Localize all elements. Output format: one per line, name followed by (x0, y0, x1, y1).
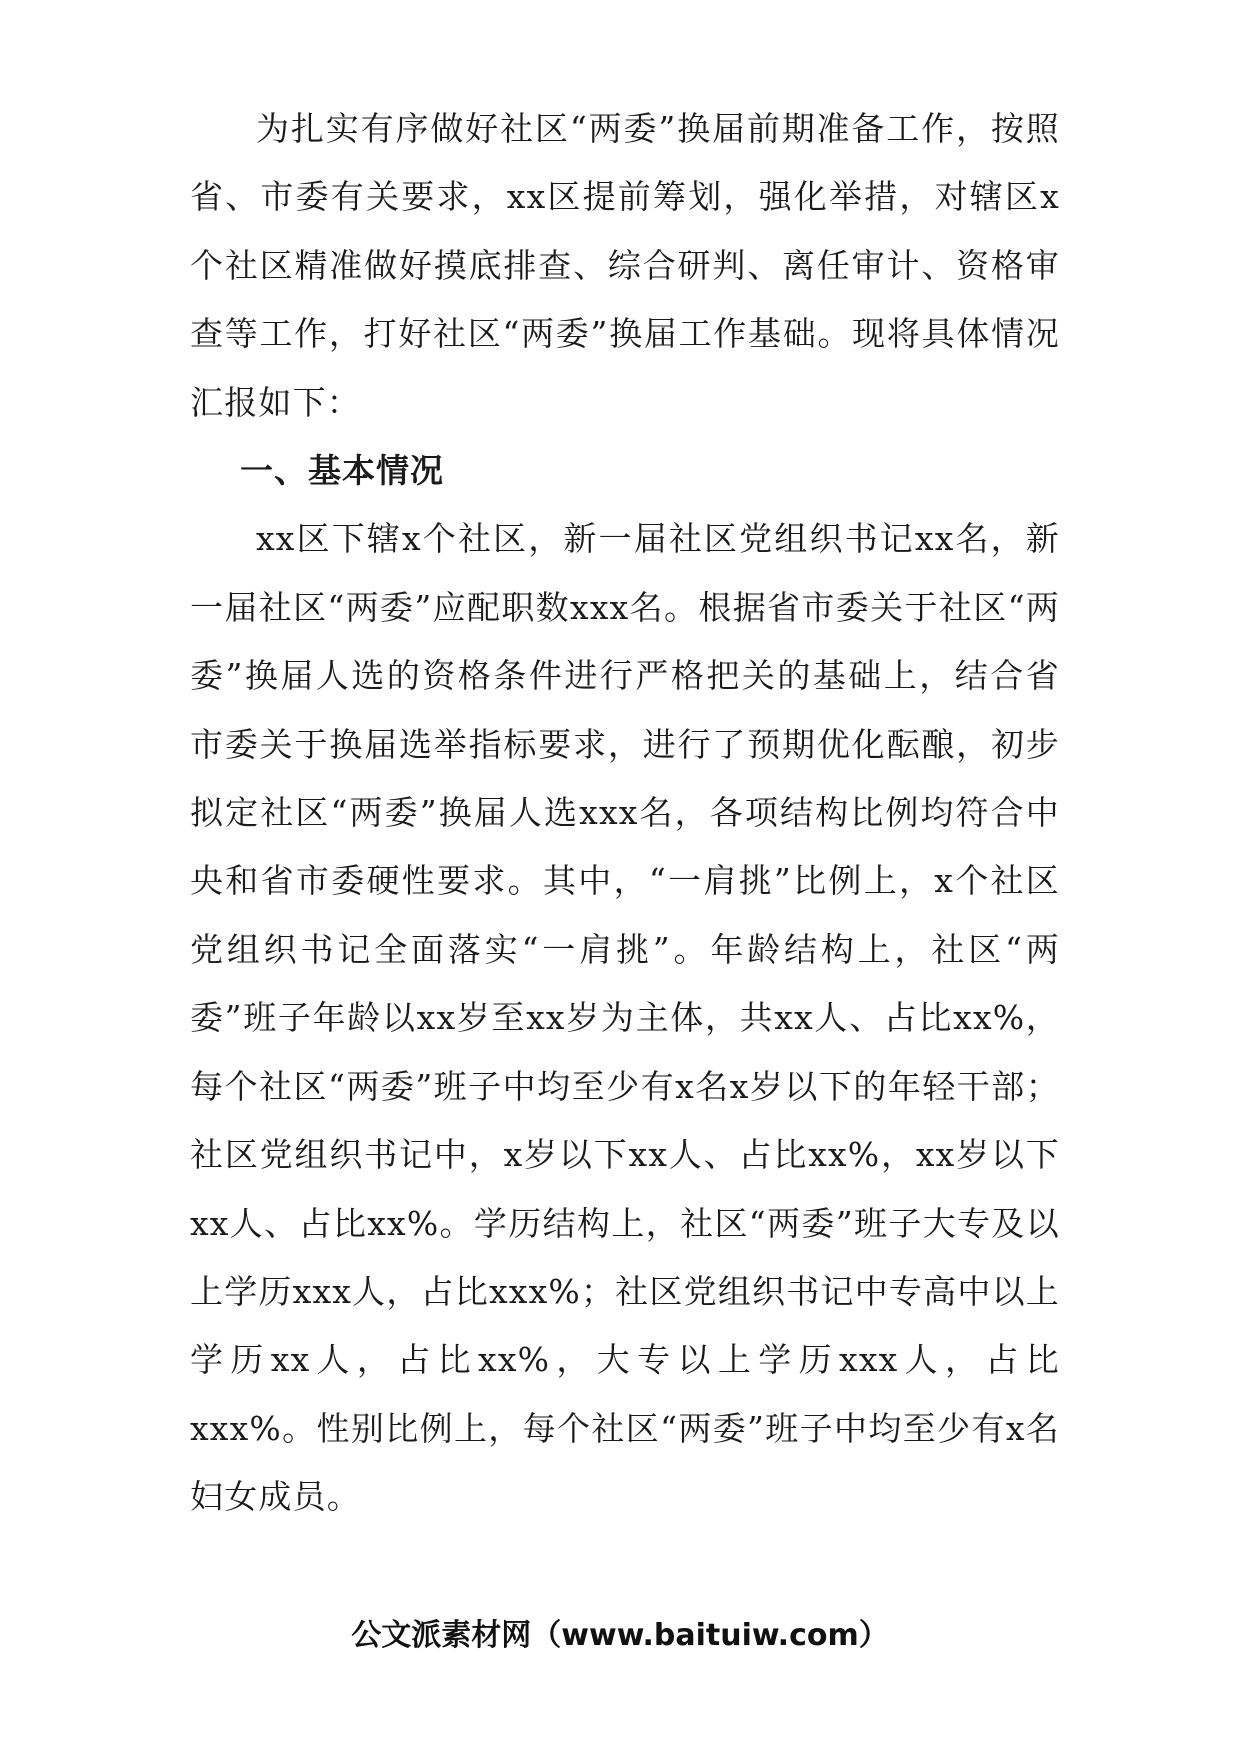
section-heading: 一、基本情况 (240, 451, 444, 491)
footer-watermark: 公文派素材网（www.baituiw.com） (351, 1618, 889, 1653)
intro-paragraph: 为扎实有序做好社区“两委”换届前期准备工作，按照省、市委有关要求，xx区提前筹划，强化举措，对辖区x个社区精准做好摸底排查、综合研判、离任审计、资格审查等工作，打好社区“两委”换届工作基础。现将具体情况汇报如下： (190, 109, 1060, 422)
section-paragraph: xx区下辖x个社区，新一届社区党组织书记xx名，新一届社区“两委”应配职数xxx名。根据省市委关于社区“两委”换届人选的资格条件进行严格把关的基础上，结合省市委关于换届选举指标要求，进行了预期优化酝酿，初步拟定社区“两委”换届人选xxx名，各项结构比例均符合中央和省市委硬性要求。其中，“一肩挑”比例上，x个社区党组织书记全面落实“一肩挑”。年龄结构上，社区“两委”班子年龄以xx岁至xx岁为主体，共xx人、占比xx%，每个社区“两委”班子中均至少有x名x岁以下的年轻干部；社区党组织书记中，x岁以下xx人、占比xx%，xx岁以下xx人、占比xx%。学历结构上，社区“两委”班子大专及以上学历xxx人，占比xxx%；社区党组织书记中专高中以上学历xx人，占比xx%，大专以上学历xxx人，占比xxx%。性别比例上，每个社区“两委”班子中均至少有x名妇女成员。 (190, 519, 1060, 1517)
document-body (190, 95, 1060, 1532)
